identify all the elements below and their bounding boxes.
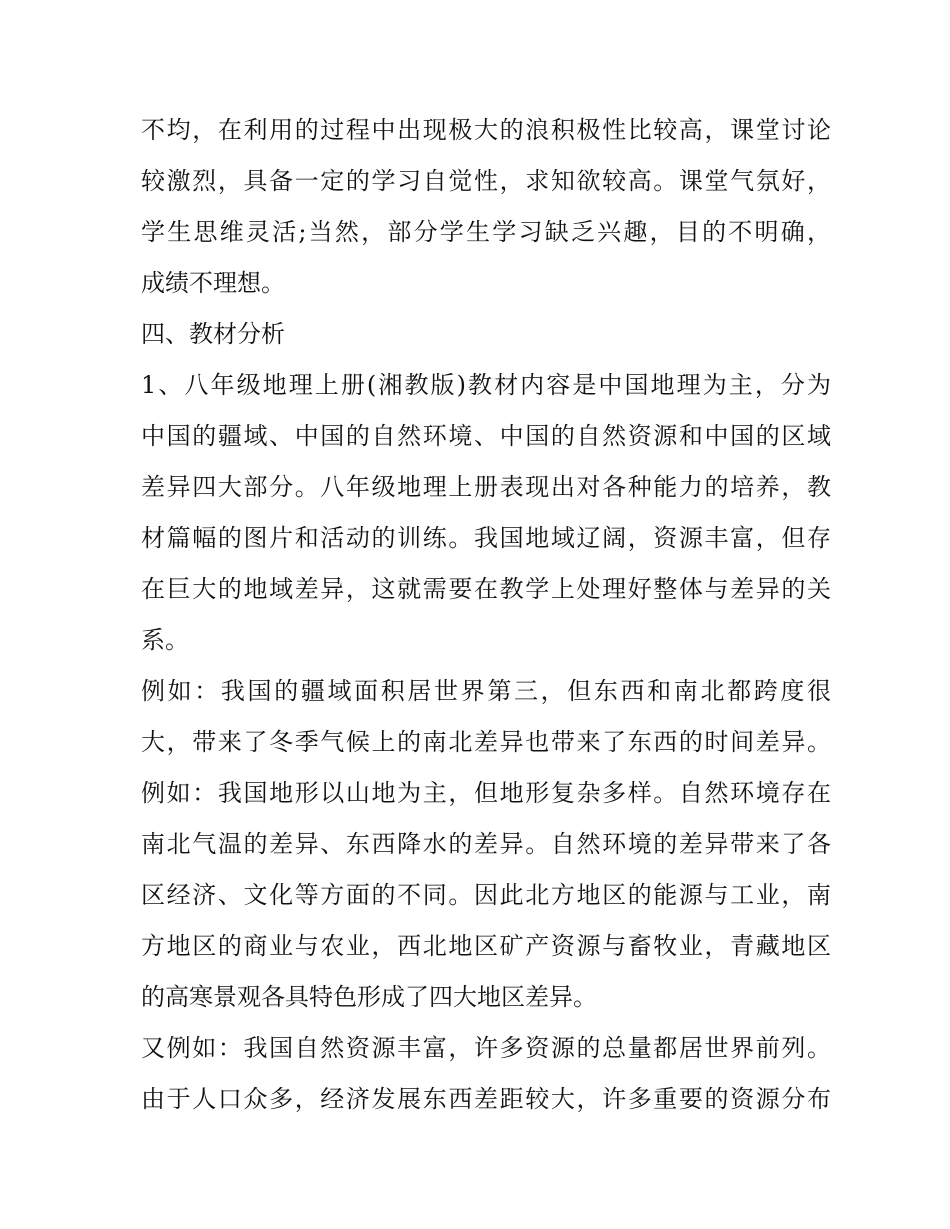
document-body [141, 105, 831, 1125]
text-line: 又例如：我国自然资源丰富，许多资源的总量都居世界前列。 [141, 1034, 831, 1062]
section-heading: 四、教材分析 [141, 320, 285, 348]
text-line: 中国的疆域、中国的自然环境、中国的自然资源和中国的区域 [141, 422, 831, 450]
text-line: 差异四大部分。八年级地理上册表现出对各种能力的培养，教 [141, 473, 831, 501]
text-line: 例如：我国地形以山地为主，但地形复杂多样。自然环境存在 [141, 779, 831, 807]
text-line: 例如：我国的疆域面积居世界第三，但东西和南北都跨度很 [141, 677, 831, 705]
text-line: 大，带来了冬季气候上的南北差异也带来了东西的时间差异。 [141, 728, 831, 756]
text-line: 不均，在利用的过程中出现极大的浪积极性比较高，课堂讨论 [141, 116, 831, 144]
text-line: 南北气温的差异、东西降水的差异。自然环境的差异带来了各 [141, 830, 831, 858]
text-line: 较激烈，具备一定的学习自觉性，求知欲较高。课堂气氛好， [141, 167, 831, 195]
text-line: 的高寒景观各具特色形成了四大地区差异。 [141, 983, 597, 1011]
text-line: 成绩不理想。 [141, 269, 285, 297]
text-line: 材篇幅的图片和活动的训练。我国地域辽阔，资源丰富，但存 [141, 524, 831, 552]
text-line: 1、八年级地理上册(湘教版)教材内容是中国地理为主，分为 [141, 371, 831, 399]
text-line: 学生思维灵活;当然，部分学生学习缺乏兴趣，目的不明确， [141, 218, 831, 246]
text-line: 区经济、文化等方面的不同。因此北方地区的能源与工业，南 [141, 881, 831, 909]
text-line: 在巨大的地域差异，这就需要在教学上处理好整体与差异的关 [141, 575, 831, 603]
text-line: 由于人口众多，经济发展东西差距较大，许多重要的资源分布 [141, 1085, 831, 1113]
text-line: 系。 [141, 626, 189, 654]
text-line: 方地区的商业与农业，西北地区矿产资源与畜牧业，青藏地区 [141, 932, 831, 960]
